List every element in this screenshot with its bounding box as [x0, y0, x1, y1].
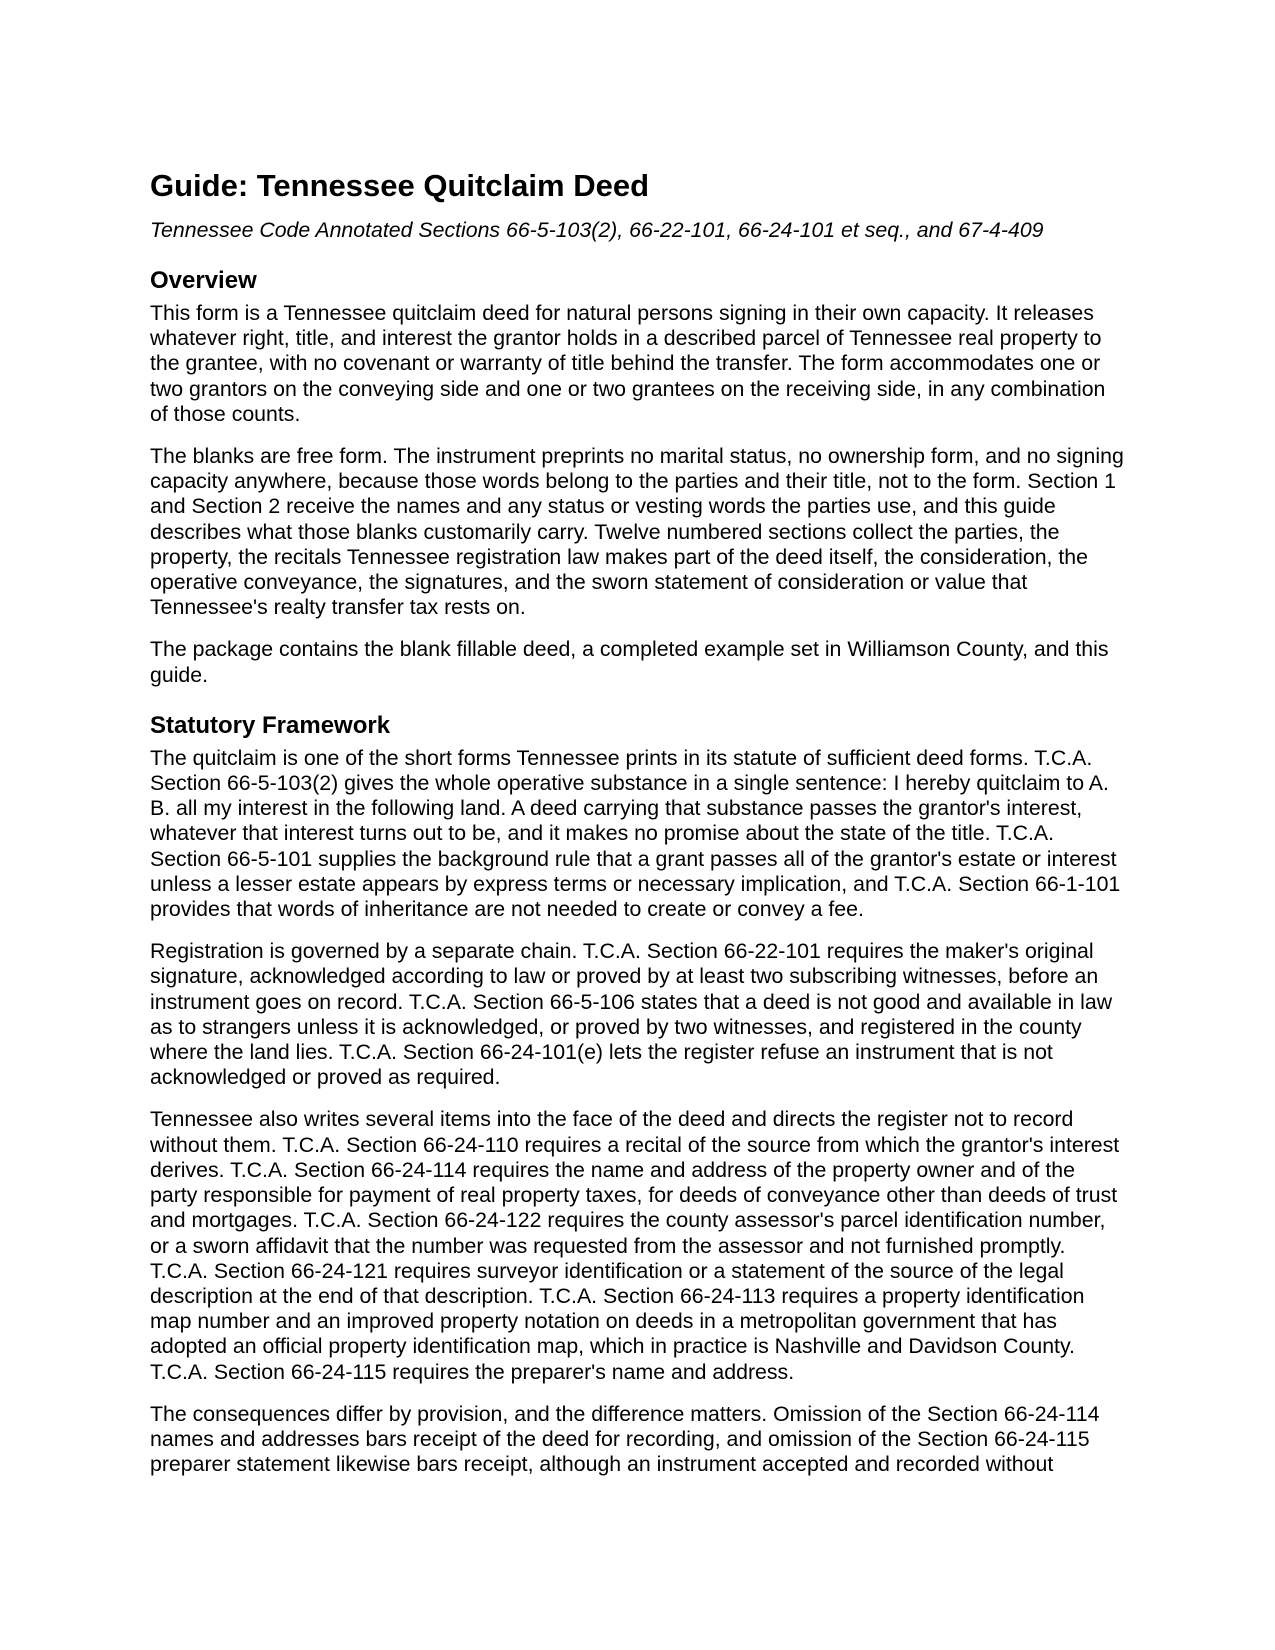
framework-paragraph-3: Tennessee also writes several items into the face of the deed and directs the register not to record without them. T.C.A. Section 66-24-110 requires a recital of the source from which the grantor's interest derives. T.C.A. Section 66-24-114 requires the name and address of the property owner and of the party responsible for payment of real property taxes, for deeds of conveyance other than deeds of trust and mortgages. T.C.A. Section 66-24-122 requires the county assessor's parcel identification number, or a sworn affidavit that the number was requested from the assessor and not furnished promptly. T.C.A. Section 66-24-121 requires surveyor identification or a statement of the source of the legal description at the end of that description. T.C.A. Section 66-24-113 requires a property identification map number and an improved property notation on deeds in a metropolitan government that has adopted an official property identification map, which in practice is Nashville and Davidson County. T.C.A. Section 66-24-115 requires the preparer's name and address. — [150, 1107, 1120, 1384]
document-title: Guide: Tennessee Quitclaim Deed — [150, 168, 650, 203]
section-heading-statutory-framework: Statutory Framework — [150, 711, 391, 739]
overview-paragraph-2: The blanks are free form. The instrument preprints no marital status, no ownership form, and no signing capacity anywhere, because those words belong to the parties and their title, not to the form. Section 1 and Section 2 receive the names and any status or vesting words the parties use, and this guide describes what those blanks customarily carry. Twelve numbered sections collect the parties, the property, the recitals Tennessee registration law makes part of the deed itself, the consideration, the operative conveyance, the signatures, and the sworn statement of consideration or value that Tennessee's realty transfer tax rests on. — [150, 444, 1124, 620]
statute-citation-subtitle: Tennessee Code Annotated Sections 66-5-103(2), 66-22-101, 66-24-101 et seq., and 67-4-409 — [150, 218, 1044, 242]
framework-paragraph-4: The consequences differ by provision, and the difference matters. Omission of the Section 66-24-114 names and addresses bars receipt of the deed for recording, and omission of the Section 66-24-115 preparer statement likewise bars receipt, although an instrument accepted and recorded without — [150, 1401, 1100, 1477]
overview-paragraph-3: The package contains the blank fillable deed, a completed example set in Williamson County, and this guide. — [150, 637, 1109, 687]
overview-paragraph-1: This form is a Tennessee quitclaim deed for natural persons signing in their own capacity. It releases whatever right, title, and interest the grantor holds in a described parcel of Tennessee real property to the grantee, with no covenant or warranty of title behind the transfer. The form accommodates one or two grantors on the conveying side and one or two grantees on the receiving side, in any combination of those counts. — [150, 301, 1106, 426]
section-heading-overview: Overview — [150, 267, 257, 294]
framework-paragraph-1: The quitclaim is one of the short forms Tennessee prints in its statute of sufficient deed forms. T.C.A. Section 66-5-103(2) gives the whole operative substance in a single sentence: I hereby quitclaim to A. B. all my interest in the following land. A deed carrying that substance passes the grantor's interest, whatever that interest turns out to be, and it makes no promise about the state of the title. T.C.A. Section 66-5-101 supplies the background rule that a grant passes all of the grantor's estate or interest unless a lesser estate appears by express terms or necessary implication, and T.C.A. Section 66-1-101 provides that words of inheritance are not needed to create or convey a fee. — [150, 745, 1121, 922]
framework-paragraph-2: Registration is governed by a separate chain. T.C.A. Section 66-22-101 requires the maker's original signature, acknowledged according to law or proved by at least two subscribing witnesses, before an instrument goes on record. T.C.A. Section 66-5-106 states that a deed is not good and available in law as to strangers unless it is acknowledged, or proved by two witnesses, and registered in the county where the land lies. T.C.A. Section 66-24-101(e) lets the register refuse an instrument that is not acknowledged or proved as required. — [150, 939, 1113, 1090]
document-page — [150, 168, 1128, 1477]
